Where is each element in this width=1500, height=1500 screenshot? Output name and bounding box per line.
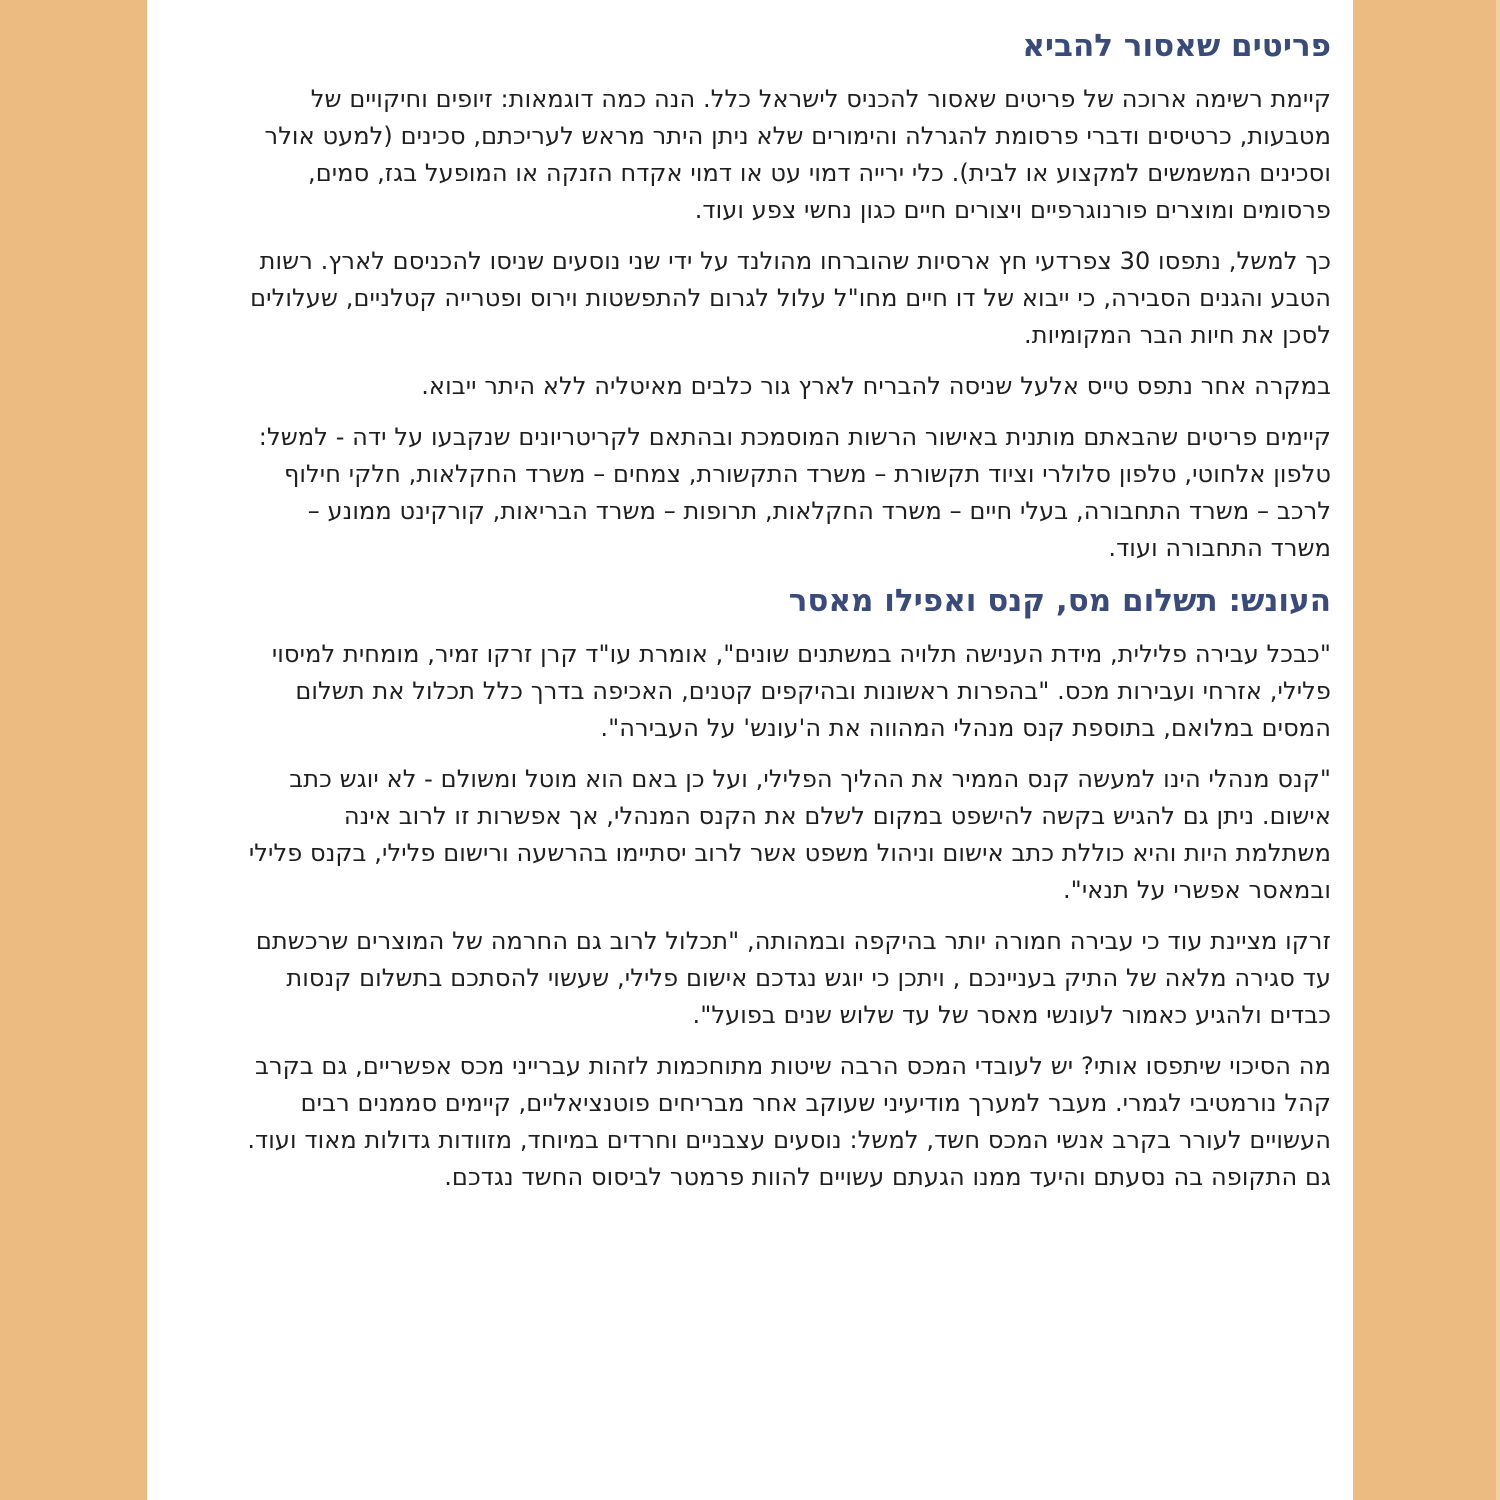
paragraph-severe-offense: זרקו מציינת עוד כי עבירה חמורה יותר בהיקפה ובמהותה, "תכלול לרוב גם החרמה של המוצרים שרכשתם עד סגירה מלאה של התיק בעניינכם , ויתכן כי יוגש נגדכם אישום פלילי, שעשוי להסתכם בתשלום קנסות כבדים ולהגיע כאמור לעונשי מאסר של עד שלוש שנים בפועל". (255, 927, 1331, 1029)
document-page (147, 0, 1353, 1500)
paragraph-frogs-seizure: כך למשל, נתפסו 30 צפרדעי חץ ארסיות שהוברחו מהולנד על ידי שני נוסעים שניסו להכניסם לארץ. רשות הטבע והגנים הסבירה, כי ייבוא של דו חיים מחו"ל עלול לגרום להתפשטות וירוס ופטרייה קטלניים, שעלולים לסכן את חיות הבר המקומיות. (250, 247, 1331, 349)
paragraph-penalty-quote: "כבכל עבירה פלילית, מידת הענישה תלויה במשתנים שונים", אומרת עו"ד קרן זרקו זמיר, מומחית למיסוי פלילי, אזרחי ועבירות מכס. "בהפרות ראשונות ובהיקפים קטנים, האכיפה בדרך כלל תכלול את תשלום המסים במלואם, בתוספת קנס מנהלי המהווה את ה'עונש' על העבירה". (271, 640, 1331, 742)
paragraph-detection-chances: מה הסיכוי שיתפסו אותי? יש לעובדי המכס הרבה שיטות מתוחכמות לזהות עברייני מכס אפשריים, גם בקרב קהל נורמטיבי לגמרי. מעבר למערך מודיעיני שעוקב אחר מבריחים פוטנציאליים, קיימים סממנים רבים העשויים לעורר בקרב אנשי המכס חשד, למשל: נוסעים עצבניים וחרדים במיוחד, מזוודות גדולות מאוד ועוד. גם התקופה בה נסעתם והיעד ממנו הגעתם עשויים להוות פרמטר לביסוס החשד נגדכם. (247, 1052, 1331, 1191)
section-heading-prohibited-items: פריטים שאסור להביא (1022, 28, 1331, 64)
paragraph-permit-required-items: קיימים פריטים שהבאתם מותנית באישור הרשות המוסמכת ובהתאם לקריטריונים שנקבעו על ידה - למשל: טלפון אלחוטי, טלפון סלולרי וציוד תקשורת – משרד התקשורת, צמחים – משרד החקלאות, חלקי חילוף לרכב – משרד התחבורה, בעלי חיים – משרד החקלאות, תרופות – משרד הבריאות, קורקינט ממונע – משרד התחבורה ועוד. (258, 423, 1331, 562)
section-heading-penalty: העונש: תשלום מס, קנס ואפילו מאסר (788, 583, 1331, 619)
paragraph-pilot-puppy: במקרה אחר נתפס טייס אלעל שניסה להבריח לארץ גור כלבים מאיטליה ללא היתר ייבוא. (421, 372, 1331, 400)
paragraph-administrative-fine: "קנס מנהלי הינו למעשה קנס הממיר את ההליך הפלילי, ועל כן באם הוא מוטל ומשולם - לא יוגש כתב אישום. ניתן גם להגיש בקשה להישפט במקום לשלם את הקנס המנהלי, אך אפשרות זו לרוב אינה משתלמת היות והיא כוללת כתב אישום וניהול משפט אשר לרוב יסתיימו בהרשעה ורישום פלילי, בקנס פלילי ובמאסר אפשרי על תנאי". (248, 765, 1331, 904)
left-margin-band (0, 0, 147, 1500)
paragraph-intro-examples: קיימת רשימה ארוכה של פריטים שאסור להכניס לישראל כלל. הנה כמה דוגמאות: זיופים וחיקויים של מטבעות, כרטיסים ודברי פרסומת להגרלה והימורים שלא ניתן היתר מראש לעריכתם, סכינים (למעט אולר וסכינים המשמשים למקצוע או לבית). כלי ירייה דמוי עט או דמוי אקדח הזנקה או המופעל בגז, סמים, פרסומים ומוצרים פורנוגרפיים ויצורים חיים כגון נחשי צפע ועוד. (264, 85, 1331, 224)
right-margin-band (1349, 0, 1500, 1500)
